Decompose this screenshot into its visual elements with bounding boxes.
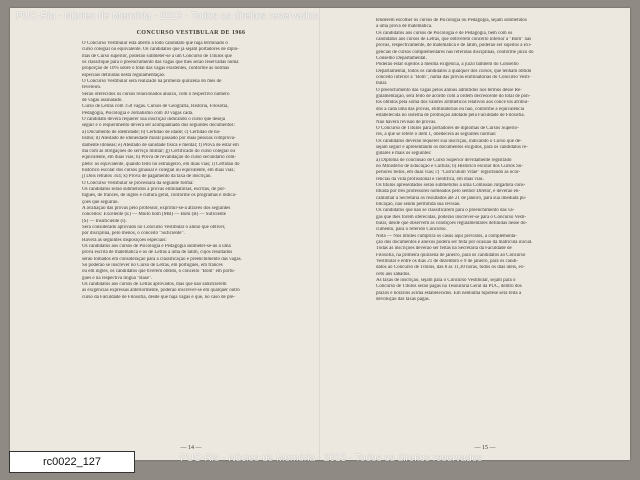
text-line: Os títulos apresentados serão submetidos a uma Comissão Julgadora cons- <box>376 182 526 188</box>
text-line: tismo; d) Atestado de idoneidade moral passado por duas pessoas comprova- <box>82 136 236 142</box>
text-line: O Concurso Vestibular está aberto a todo candidato que haja terminado o <box>82 41 228 46</box>
text-line: bular, desde que observem as condições regulamentares definidas nesse do- <box>376 221 528 226</box>
text-line: os classifique para o preenchimento das vagas que lhes serão reservadas numa <box>82 60 239 66</box>
text-line: equivalente, em duas vias; h) Prova de revalidação do curso secundário com- <box>82 155 237 161</box>
text-line: dia com as obrigações do serviço militar; g) Certificado do curso colegial ou <box>82 148 236 154</box>
text-line: Os candidatos aos cursos de Psicologia e de Pedagogia, bem com os <box>376 30 513 36</box>
right-page <box>366 18 604 454</box>
text-line: Os candidatos deverão requerer sua inscrição, indicando o Curso que de- <box>376 138 522 144</box>
right-page-number: — 15 — <box>474 445 496 451</box>
text-line: proporção de 10% sobre o total das vagas existentes, conforme as normas <box>82 66 230 72</box>
text-line: estabelecida no sistema de promoção adotado pela Faculdade de Filosofia. <box>376 113 525 119</box>
text-line: a) Diploma de conclusão de Curso Superior devidamente registrado <box>376 157 512 163</box>
text-line: dos a cada uma das provas, eliminatórias ou não, conforme a equivalência <box>376 106 525 112</box>
text-line: O candidato deverá requerer sua inscrição indicando o curso que deseja <box>82 117 225 123</box>
text-line: Concurso de Títulos serão pagas na Tesouraria Geral da PUC, dentro dos <box>376 284 522 290</box>
text-line: O Concurso Vestibular será realizado na primeira quinzena do mês de <box>82 79 222 85</box>
text-line: res, a que se refere o item 1, obedecerá às seguintes normas: <box>376 132 497 138</box>
text-line: mas de Curso superior, poderão submeter-se a um Concurso de Títulos que <box>82 53 232 59</box>
text-line: Não haverá revisão de provas. <box>376 119 437 125</box>
text-line: O Concurso Vestibular se processará da seguinte forma: <box>82 180 194 186</box>
text-line: Filosofia, na primeira quinzena de janeiro, para os candidatos ao Concurso <box>376 252 526 258</box>
text-line: Os candidatos que não se classificarem para o preenchimento das va- <box>376 208 515 214</box>
text-line: Serão oferecidos os cursos relacionados abaixo, com o respectivo número <box>82 91 230 97</box>
text-line: fevereiro. <box>82 85 102 91</box>
left-page <box>72 18 310 454</box>
watermark-bottom: PUC-Rio - Núcleo de Memória - 2013 - Todos os direitos reservados <box>180 453 483 464</box>
text-line: j) Dois retratos 3x4; k) Prova de pagamento da taxa de inscrição. <box>82 174 212 180</box>
text-line: as exigências expressas anteriormente, poderão inscrever-se em qualquer outro <box>82 288 240 294</box>
text-line: damente idôneas; e) Atestado de sanidade física e mental; f) Prova de estar em <box>82 142 239 148</box>
text-line: provas, respectivamente, de matemática e de latim, poderão ser sujeitos à exi- <box>376 43 532 49</box>
text-line: sejam seguir e apresentando os documentos exigidos, para os candidatos re- <box>376 144 528 150</box>
text-line: a) Documento de identidade; b) Certidão de idade; c) Certidão de ba- <box>82 129 221 135</box>
text-line: Nota — Nos limites cumprirá os casos aqui previstos, a complementa- <box>376 233 517 239</box>
text-line: Só poderão se inscrever no Curso de Letras, em português, em francês <box>82 263 223 269</box>
text-line: periores feitos, em duas vias; c) "Curriculum Vitae" registrando as ocor- <box>376 170 521 176</box>
text-line: As taxas de inscrição, sejam para o Concurso Vestibular, sejam para o <box>376 278 516 284</box>
text-line: guês e na respectiva língua "Base". <box>82 275 153 281</box>
book-spread <box>10 8 630 460</box>
left-page-number: — 14 — <box>180 445 202 451</box>
right-page-body <box>366 18 604 303</box>
text-line: candidatos aos cursos de Letras, que obtiverem conceito inferior a "Bom" nas <box>376 37 532 43</box>
text-line: curso da Faculdade de Filosofia, desde que haja vagas e que, no caso de pre- <box>82 294 236 300</box>
text-line: tuguês, de francês, de inglês e cultura geral, conforme os programas e indica- <box>82 193 237 199</box>
text-line: ção dos documentos e anexos poderá ser feita por ocasião da matrícula inicial. <box>376 240 533 246</box>
text-line: (S) — Insuficiente (I). <box>82 218 127 224</box>
text-line: Vestibular e entre os dias 21 de dezembro e 9 de janeiro, para os candi- <box>376 259 519 265</box>
text-line: ções que seguirão. <box>82 199 119 205</box>
text-line: curso colegial ou equivalente. Os candidatos que já sejam portadores de diplo- <box>82 47 239 53</box>
text-line: seguir e o requerimento deverá ser acompanhado dos seguintes documentos: <box>82 123 235 129</box>
text-line: blicação, não sendo permitida sua revisão. <box>376 201 461 207</box>
text-line: devolução das taxas pagas. <box>376 297 430 303</box>
text-line: prazos e horários acima estabelecidos. Em nenhuma hipótese será feita a <box>376 290 522 296</box>
text-line: O Concurso de Títulos para portadores de diplomas de Cursos Superio- <box>376 125 519 131</box>
text-line: datos ao Concurso de Títulos, das 8 às 11,30 horas, todos os dias úteis, ex- <box>376 265 525 271</box>
text-line: especiais definidas nesta regulamentação. <box>82 72 166 78</box>
text-line: gulares e mais os seguintes: <box>376 151 432 157</box>
left-page-body <box>72 41 310 301</box>
text-line: cumento, para o referido Concurso. <box>376 227 447 233</box>
text-line: conceito inferior a "Bom", numa das provas eliminatórias do Concurso Vesti- <box>376 75 531 81</box>
text-line: Os candidatos aos cursos de Psicologia e Pedagogia submeter-se-ão a uma <box>82 244 231 249</box>
text-line: Conselho Departamental. <box>376 56 427 62</box>
text-line: ceto aos sábados. <box>376 271 411 277</box>
text-line: gas que lhes forem oferecidas, poderão inscrever-se para o Concurso Vesti- <box>376 214 527 220</box>
text-line: Curso de Letras com 150 vagas. Cursos de Geografia, História, Filosofia, <box>82 104 229 110</box>
text-line: a uma prova de matemática. <box>376 24 433 30</box>
text-line: tos obtidos pela soma dos valores aritméticos relativos aos conce tos atribuí- <box>376 100 529 106</box>
text-line: histórico escolar dos cursos ginasial e colegial ou equivalente, em duas vias; <box>82 167 235 173</box>
page-title: CONCURSO VESTIBULAR DE 1966 <box>136 30 246 36</box>
text-line: Departamental, todos os candidatos a qualquer dos cursos, que tenham obtido <box>376 68 532 74</box>
text-line: Será considerado aprovado no Concurso Vestibular o aluno que obtiver, <box>82 224 226 230</box>
text-line: ou em inglês, os candidatos que tiverem obtido, o conceito "Bom" em portu- <box>82 269 236 275</box>
text-line: Os candidatos serão submetidos a provas eliminatórias, escritas, de por- <box>82 186 226 192</box>
text-line: tenderem escolher os cursos de Psicologia ou Pedagogia, sejam submetidos <box>376 18 527 23</box>
text-line: serão tomados em consideração para a classificação e preenchimento das vagas. <box>82 256 242 262</box>
text-line: gulamentação, será feito de acôrdo com a ordem decrescente do total de pon- <box>376 94 531 100</box>
book-gutter <box>319 8 321 460</box>
text-line: O preenchimento das vagas pelos alunos admitidos nos têrmos dêsse Re- <box>376 87 522 93</box>
text-line: no Ministério de Educação e Cultura; b) Histórico escolar dos Cursos Su- <box>376 163 524 169</box>
watermark-top: PUC-Rio - Núcleo de Memória - 2013 - Todos os direitos reservados <box>16 11 319 22</box>
image-id-label: rc0022_127 <box>9 451 135 473</box>
text-line: Poderão estar sujeitos à mesma exigência, a juízo também do Conselho <box>376 62 519 68</box>
text-line: Pedagogia, Psicologia e Jornalismo com 30 vagas cada. <box>82 110 194 116</box>
text-line: Todas as inscrições deverão ser feitas na Secretaria da Faculdade de <box>376 246 512 252</box>
text-line: prova escrita de matemática e os de Letras a uma de latim, cujos resultados <box>82 250 233 256</box>
text-line: A avaliação das provas pelo professor, exprimir-se-á através dos seguintes <box>82 205 231 211</box>
text-line: gências de cursos complementares nas referidas disciplinas, conforme juízo do <box>376 49 534 55</box>
text-line: rências da vida profissional e científica, em duas vias. <box>376 176 484 182</box>
text-line: caminhar à Secretaria os resultados até 21 de janeiro, para sua imediata pu- <box>376 195 527 201</box>
text-line: Os candidatos aos cursos de Letras aprovados, mas que não satisfizerem <box>82 282 227 288</box>
text-line: conceitos: Excelente (E) — Muito bom (MB) — Bom (B) — Suficiente <box>82 212 226 218</box>
text-line: Haverá as seguintes disposições especiais: <box>82 237 167 243</box>
text-line: bular. <box>376 81 388 87</box>
text-line: pleto: os equivalente, quando feito no estrangeiro, em duas vias; i) Certidão do <box>82 161 240 167</box>
text-line: de vagas assinalado. <box>82 98 123 104</box>
text-line: tituída por três professores nomeados pelo senhor Diretor, e deverão en- <box>376 189 521 195</box>
text-line: por disciplina, pelo menos, o conceito "Suficiente". <box>82 231 185 237</box>
